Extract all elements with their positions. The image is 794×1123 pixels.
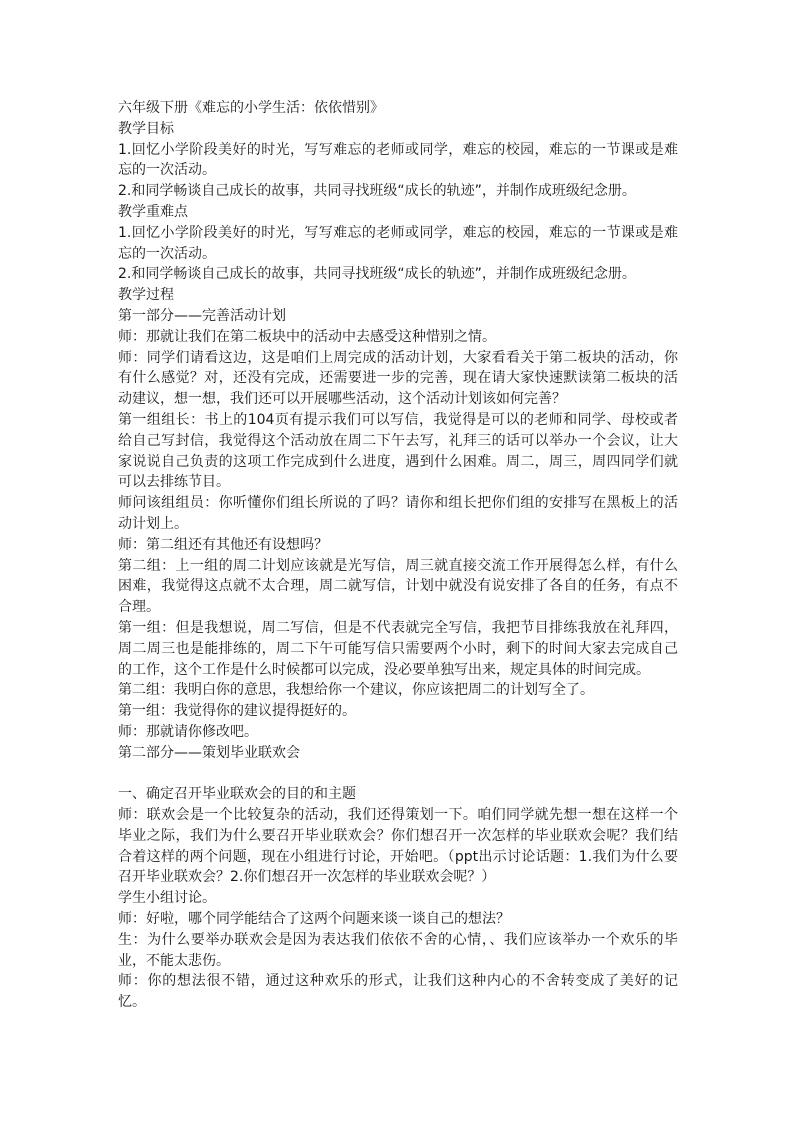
dialogue-line: 第一组：但是我想说，周二写信，但是不代表就完全写信，我把节目排练我放在礼拜四， xyxy=(118,619,678,636)
dialogue-line: 家说说自己负责的这项工作完成到什么进度，遇到什么困难。周二，周三，周四同学们就 xyxy=(118,453,678,470)
dialogue-line: 师：那就让我们在第二板块中的活动中去感受这种惜别之情。 xyxy=(118,328,496,345)
dialogue-line: 合理。 xyxy=(118,599,160,616)
dialogue-line: 毕业之际，我们为什么要召开毕业联欢会？你们想召开一次怎样的毕业联欢会呢？我们结 xyxy=(118,827,678,844)
dialogue-line: 师：第二组还有其他还有设想吗？ xyxy=(118,536,328,553)
dialogue-line: 困难，我觉得这点就不太合理，周二就写信，计划中就没有说安排了各自的任务，有点不 xyxy=(118,578,678,595)
section-heading-objectives: 教学目标 xyxy=(118,120,174,137)
dialogue-line: 业，不能太悲伤。 xyxy=(118,952,230,969)
dialogue-line: 可以去排练节目。 xyxy=(118,474,230,491)
part-heading: 第一部分——完善活动计划 xyxy=(118,307,286,324)
dialogue-line: 第一组：我觉得你的建议提得挺好的。 xyxy=(118,703,356,720)
document-title: 六年级下册《难忘的小学生活：依依惜别》 xyxy=(118,100,384,116)
dialogue-line: 合着这样的两个问题，现在小组进行讨论，开始吧。（ppt出示讨论话题：1.我们为什么要 xyxy=(118,848,678,865)
blank-line xyxy=(118,764,678,785)
dialogue-line: 周二周三也是能排练的，周二下午可能写信只需要两个小时，剩下的时间大家去完成自己 xyxy=(118,640,678,657)
part-heading: 第二部分——策划毕业联欢会 xyxy=(118,744,300,761)
objective-line: 忘的一次活动。 xyxy=(118,162,216,179)
dialogue-line: 师问该组组员：你听懂你们组长所说的了吗？请你和组长把你们组的安排写在黑板上的活 xyxy=(118,495,678,512)
dialogue-line: 生：为什么要举办联欢会是因为表达我们依依不舍的心情，、我们应该举办一个欢乐的毕 xyxy=(118,931,678,948)
key-point-line: 1.回忆小学阶段美好的时光，写写难忘的老师或同学，难忘的校园，难忘的一节课或是难 xyxy=(118,224,678,241)
dialogue-line: 有什么感觉？对，还没有完成，还需要进一步的完善，现在请大家快速默读第二板块的活 xyxy=(118,370,678,387)
dialogue-line: 第一组组长：书上的104页有提示我们可以写信，我觉得是可以的老师和同学、母校或者 xyxy=(118,411,678,428)
key-point-line: 忘的一次活动。 xyxy=(118,245,216,262)
objective-line: 1.回忆小学阶段美好的时光，写写难忘的老师或同学，难忘的校园，难忘的一节课或是难 xyxy=(118,141,678,158)
dialogue-line: 师：好啦，哪个同学能结合了这两个问题来谈一谈自己的想法？ xyxy=(118,911,510,928)
dialogue-line: 第二组：我明白你的意思，我想给你一个建议，你应该把周二的计划写全了。 xyxy=(118,682,594,699)
dialogue-line: 师：那就请你修改吧。 xyxy=(118,723,258,740)
section-heading-process: 教学过程 xyxy=(118,287,174,304)
section-heading-key-points: 教学重难点 xyxy=(118,203,188,220)
dialogue-line: 学生小组讨论。 xyxy=(118,890,216,907)
key-point-line: 2.和同学畅谈自己成长的故事，共同寻找班级“成长的轨迹”，并制作成班级纪念册。 xyxy=(118,266,636,283)
dialogue-line: 动计划上。 xyxy=(118,515,188,532)
subsection-heading: 一、确定召开毕业联欢会的目的和主题 xyxy=(118,786,356,803)
objective-line: 2.和同学畅谈自己成长的故事，共同寻找班级“成长的轨迹”，并制作成班级纪念册。 xyxy=(118,183,636,200)
dialogue-line: 师：你的想法很不错，通过这种欢乐的形式，让我们这种内心的不舍转变成了美好的记 xyxy=(118,973,678,990)
dialogue-line: 动建议，想一想，我们还可以开展哪些活动，这个活动计划该如何完善？ xyxy=(118,391,566,408)
dialogue-line: 忆。 xyxy=(118,994,146,1011)
dialogue-line: 给自己写封信，我觉得这个活动放在周二下午去写，礼拜三的话可以举办一个会议，让大 xyxy=(118,432,678,449)
dialogue-line: 第二组：上一组的周二计划应该就是光写信，周三就直接交流工作开展得怎么样，有什么 xyxy=(118,557,678,574)
document-body xyxy=(118,98,678,1013)
dialogue-line: 师：联欢会是一个比较复杂的活动，我们还得策划一下。咱们同学就先想一想在这样一个 xyxy=(118,807,678,824)
dialogue-line: 的工作，这个工作是什么时候都可以完成，没必要单独写出来，规定具体的时间完成。 xyxy=(118,661,650,678)
dialogue-line: 师：同学们请看这边，这是咱们上周完成的活动计划，大家看看关于第二板块的活动，你 xyxy=(118,349,678,366)
dialogue-line: 召开毕业联欢会？2.你们想召开一次怎样的毕业联欢会呢？） xyxy=(118,869,496,886)
